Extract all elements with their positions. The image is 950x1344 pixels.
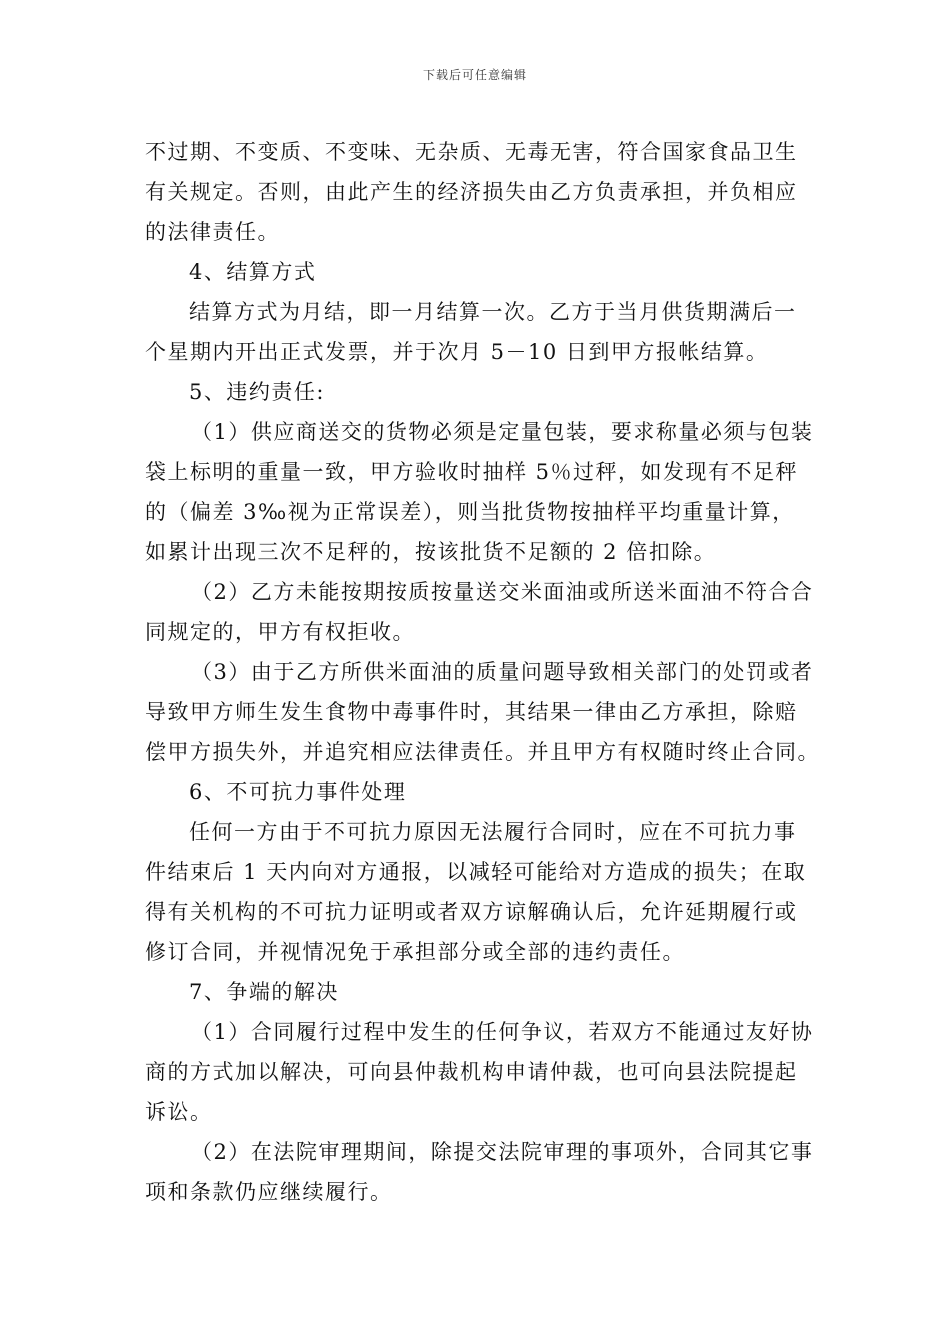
text-line: 导致甲方师生发生食物中毒事件时，其结果一律由乙方承担，除赔 xyxy=(145,700,798,724)
text-line: 不过期、不变质、不变味、无杂质、无毒无害，符合国家食品卫生 xyxy=(145,140,798,164)
section-heading: 6、不可抗力事件处理 xyxy=(189,780,407,804)
text-line: （3）由于乙方所供米面油的质量问题导致相关部门的处罚或者 xyxy=(191,660,814,684)
document-body xyxy=(145,132,820,1212)
text-line: 偿甲方损失外，并追究相应法律责任。并且甲方有权随时终止合同。 xyxy=(145,740,820,764)
text-line: 袋上标明的重量一致，甲方验收时抽样 5％过秤，如发现有不足秤 xyxy=(145,460,799,484)
text-line: 项和条款仍应继续履行。 xyxy=(145,1180,393,1204)
text-line: （1）供应商送交的货物必须是定量包装，要求称量必须与包装 xyxy=(191,420,814,444)
text-line: （2）乙方未能按期按质按量送交米面油或所送米面油不符合合 xyxy=(191,580,814,604)
text-line: 商的方式加以解决，可向县仲裁机构申请仲裁，也可向县法院提起 xyxy=(145,1060,798,1084)
text-line: 有关规定。否则，由此产生的经济损失由乙方负责承担，并负相应 xyxy=(145,180,798,204)
text-line: 任何一方由于不可抗力原因无法履行合同时，应在不可抗力事 xyxy=(189,820,797,844)
text-line: 的（偏差 3‰视为正常误差），则当批货物按抽样平均重量计算， xyxy=(145,500,795,524)
section-heading: 5、违约责任: xyxy=(189,380,325,404)
section-heading: 4、结算方式 xyxy=(189,260,317,284)
text-line: （1）合同履行过程中发生的任何争议，若双方不能通过友好协 xyxy=(191,1020,814,1044)
text-line: 件结束后 1 天内向对方通报，以减轻可能给对方造成的损失；在取 xyxy=(145,860,807,884)
text-line: （2）在法院审理期间，除提交法院审理的事项外，合同其它事 xyxy=(191,1140,814,1164)
page-header-note: 下载后可任意编辑 xyxy=(422,68,527,82)
text-line: 如累计出现三次不足秤的，按该批货不足额的 2 倍扣除。 xyxy=(145,540,717,564)
text-line: 个星期内开出正式发票，并于次月 5－10 日到甲方报帐结算。 xyxy=(145,340,769,364)
text-line: 结算方式为月结，即一月结算一次。乙方于当月供货期满后一 xyxy=(189,300,797,324)
text-line: 修订合同，并视情况免于承担部分或全部的违约责任。 xyxy=(145,940,685,964)
text-line: 得有关机构的不可抗力证明或者双方谅解确认后，允许延期履行或 xyxy=(145,900,798,924)
text-line: 同规定的，甲方有权拒收。 xyxy=(145,620,415,644)
text-line: 诉讼。 xyxy=(145,1100,213,1124)
section-heading: 7、争端的解决 xyxy=(189,980,339,1004)
text-line: 的法律责任。 xyxy=(145,220,280,244)
